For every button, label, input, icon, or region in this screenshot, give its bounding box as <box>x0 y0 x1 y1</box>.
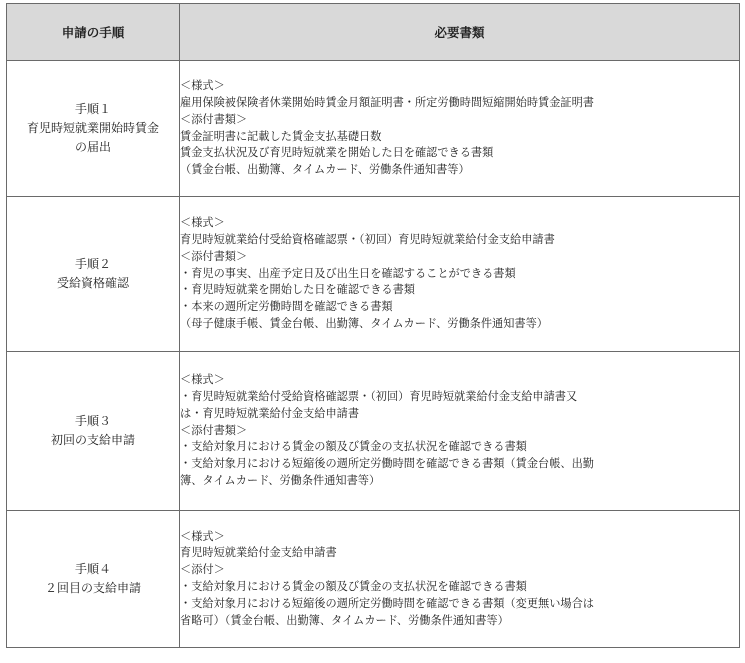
step-number: 手順３ <box>74 414 111 428</box>
table-row <box>7 197 740 352</box>
step-number: 手順４ <box>74 562 111 576</box>
document-line: ＜添付＞ <box>180 563 225 577</box>
document-line: 簿、タイムカード、労働条件通知書等） <box>180 473 381 487</box>
step-number: 手順１ <box>74 102 111 116</box>
header-row <box>7 4 740 61</box>
step-title: 育児時短就業開始時賃金 <box>26 121 159 135</box>
documents-cell <box>180 352 740 511</box>
step-cell <box>7 511 180 648</box>
step-title: の届出 <box>74 140 111 154</box>
document-line: ・育児の事実、出産予定日及び出生日を確認することができる書類 <box>180 266 516 280</box>
table-row <box>7 61 740 197</box>
document-line: ・育児時短就業給付受給資格確認票・（初回）育児時短就業給付金支給申請書又 <box>180 390 578 403</box>
step-cell <box>7 197 180 352</box>
documents-cell <box>180 511 740 648</box>
document-line: ＜様式＞ <box>180 529 225 543</box>
document-line: 賃金支払状況及び育児時短就業を開始した日を確認できる書類 <box>180 146 494 160</box>
document-line: ＜添付書類＞ <box>180 423 248 437</box>
document-line: ＜添付書類＞ <box>180 249 248 263</box>
table-row <box>7 352 740 511</box>
document-line: ＜様式＞ <box>180 79 225 93</box>
document-line: ・支給対象月における短縮後の週所定労働時間を確認できる書類（変更無い場合は <box>180 596 594 610</box>
document-line: （母子健康手帳、賃金台帳、出勤簿、タイムカード、労働条件通知書等） <box>180 316 548 330</box>
document-line: ＜様式＞ <box>180 216 225 230</box>
document-line: ＜様式＞ <box>180 373 225 387</box>
document-line: 育児時短就業給付受給資格確認票・（初回）育児時短就業給付金支給申請書 <box>180 233 555 246</box>
document-line: 省略可）（賃金台帳、出勤簿、タイムカード、労働条件通知書等） <box>180 613 509 627</box>
document-line: ・育児時短就業を開始した日を確認できる書類 <box>180 283 415 297</box>
document-line: は・育児時短就業給付金支給申請書 <box>180 406 360 420</box>
table-row <box>7 511 740 648</box>
document-line: ・支給対象月における賃金の額及び賃金の支払状況を確認できる書類 <box>180 440 527 454</box>
document-line: ＜添付書類＞ <box>180 112 248 126</box>
document-line: 雇用保険被保険者休業開始時賃金月額証明書・所定労働時間短縮開始時賃金証明書 <box>180 95 594 109</box>
document-line: （賃金台帳、出勤簿、タイムカード、労働条件通知書等） <box>180 163 470 177</box>
document-line: ・支給対象月における賃金の額及び賃金の支払状況を確認できる書類 <box>180 580 527 593</box>
step-cell <box>7 61 180 197</box>
document-line: 賃金証明書に記載した賃金支払基礎日数 <box>180 129 382 143</box>
document-line: 育児時短就業給付金支給申請書 <box>180 546 337 560</box>
document-line: ・支給対象月における短縮後の週所定労働時間を確認できる書類（賃金台帳、出勤 <box>180 457 594 471</box>
documents-cell <box>180 197 740 352</box>
step-title: ２回目の支給申請 <box>44 581 141 595</box>
document-line: ・本来の週所定労働時間を確認できる書類 <box>180 300 393 314</box>
step-title: 受給資格確認 <box>56 276 129 290</box>
documents-cell <box>180 61 740 197</box>
step-title: 初回の支給申請 <box>50 433 135 447</box>
header-step: 申請の手順 <box>7 4 180 61</box>
procedure-table <box>6 3 740 648</box>
step-number: 手順２ <box>74 257 111 271</box>
step-cell <box>7 352 180 511</box>
header-documents: 必要書類 <box>180 4 740 61</box>
